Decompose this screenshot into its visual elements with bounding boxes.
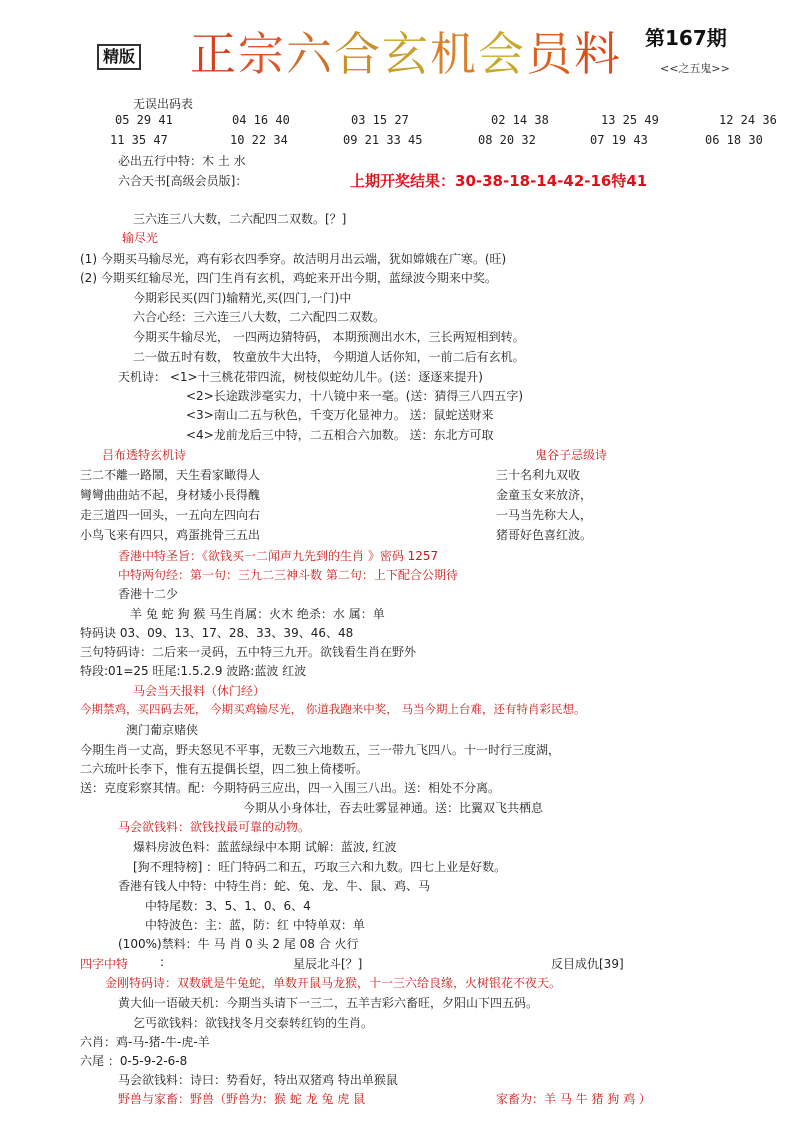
text-line: 马会欲钱料：诗曰：势看好，特出双猪鸡 特出单猴鼠	[118, 1073, 398, 1087]
text-line: 吕布透特玄机诗	[102, 448, 187, 462]
text-line: 今期彩民买(四门)输精光,买(四门,一门)中	[133, 291, 352, 305]
text-line: 六合心经：三六连三八大数，二六配四二双数。	[133, 310, 386, 324]
text-line: (100%)禁料：牛 马 肖 0 头 2 尾 08 合 火行	[118, 937, 359, 951]
issue-number: 第167期	[645, 26, 727, 50]
title-char: 机	[430, 27, 478, 81]
text-line: (1) 今期买马输尽光，鸡有彩衣四季穿。故洁明月出云端，犹如嫦娥在广寒。(旺)	[80, 252, 507, 266]
text-line: 三十名利九双收	[496, 468, 581, 482]
text-line: 香港中特圣旨：《欲钱买一二闻声九先到的生肖 》密码 1257	[118, 549, 439, 563]
title-char: 员	[526, 27, 574, 81]
title-char: 料	[574, 27, 622, 81]
text-line: 乞丐欲钱料：欲钱找冬月交泰转红钧的生肖。	[133, 1016, 374, 1030]
text-line: 送：克度彩察其情。配：今期特码三应出，四一入围三八出。送：相处不分离。	[80, 781, 501, 795]
number-cell: 10 22 34	[230, 133, 288, 147]
text-line: 二六琉叶长李下，惟有五提偶长望，四二独上倚楼听。	[80, 762, 369, 776]
text-line: 今期买牛输尽光， 一四两边猜特码， 本期预测出水木，三长两短相到转。	[133, 330, 525, 344]
number-cell: 03 15 27	[351, 113, 409, 127]
text-line: 家畜为：羊 马 牛 猪 狗 鸡 ）	[496, 1092, 651, 1106]
text-line: 六肖：鸡-马-猪-牛-虎-羊	[80, 1035, 210, 1049]
text-line: 三句特码诗：二后来一灵码，五中特三九开。欲钱看生肖在野外	[80, 645, 417, 659]
text-line: 上期开奖结果：30-38-18-14-42-16特41	[350, 172, 648, 190]
text-line: <4>龙前龙后三中特，二五相合六加数。 送：东北方可取	[186, 428, 494, 442]
title-char: 玄	[382, 27, 430, 81]
text-line: 香港十二少	[118, 587, 179, 601]
text-line: 鬼谷子忌级诗	[535, 448, 608, 462]
text-line: 中特两句经：第一句：三九二三神斗数 第二句：上下配合公期待	[118, 568, 458, 582]
title-char: 会	[478, 27, 526, 81]
text-line: <2>长途跋涉毫实力，十八镜中来一毫。(送：猜得三八四五字)	[186, 389, 524, 403]
title-char: 合	[334, 27, 382, 81]
text-line: 星辰北斗[？]	[293, 957, 363, 971]
edition-badge: 精版	[97, 44, 141, 70]
number-cell: 02 14 38	[491, 113, 549, 127]
number-cell: 05 29 41	[115, 113, 173, 127]
text-line: 马会欲钱料：欲钱找最可靠的动物。	[118, 820, 311, 834]
text-line: 四字中特	[80, 957, 129, 971]
text-line: 必出五行中特：木 土 水	[118, 154, 246, 168]
text-line: 中特尾数：3、5、1、0、6、4	[145, 899, 311, 913]
text-line: 今期生肖一丈高，野夫怒见不平事，无数三六地数五，三一带九飞四八。十一时行三度湖，	[80, 743, 561, 757]
text-line: 羊 兔 蛇 狗 猴 马生肖属：火木 绝杀：水 属：单	[130, 607, 385, 621]
title-char: 六	[286, 27, 334, 81]
text-line: 天机诗： <1>十三桃花带四流，树枝似蛇幼儿牛。(送：逐逐来提升)	[118, 370, 483, 384]
text-line: <3>南山二五与秋色，千变万化显神力。 送：鼠蛇送财来	[186, 408, 494, 422]
title-char: 正	[190, 27, 238, 81]
text-line: 特段:01=25 旺尾:1.5.2.9 波路:蓝波 红波	[80, 664, 307, 678]
text-line: :	[160, 955, 165, 969]
number-cell: 09 21 33 45	[343, 133, 423, 147]
number-cell: 11 35 47	[110, 133, 168, 147]
text-line: 爆料房波色料：蓝蓝绿绿中本期 试解：蓝波, 红波	[133, 840, 397, 854]
text-line: 输尽光	[122, 231, 159, 245]
text-line: 特码诀 03、09、13、17、28、33、39、46、48	[80, 626, 354, 640]
number-cell: 04 16 40	[232, 113, 290, 127]
numbers-table-title: 无误出码表	[133, 97, 194, 111]
title-char: 宗	[238, 27, 286, 81]
text-line: 六尾 ：0-5-9-2-6-8	[80, 1054, 188, 1068]
text-line: 金童玉女来放济，	[496, 488, 593, 502]
text-line: 三六连三八大数，二六配四二双数。[？]	[133, 212, 347, 226]
text-line: 黄大仙一语破天机：今期当头请下一三二，五羊吉彩六畜旺，夕阳山下四五码。	[118, 996, 539, 1010]
text-line: (2) 今期买红输尽光，四门生肖有玄机，鸡蛇来开出今期，蓝绿波今期来中奖。	[80, 271, 497, 285]
text-line: 猪哥好色喜红波。	[496, 528, 593, 542]
number-cell: 08 20 32	[478, 133, 536, 147]
text-line: 三二不離一路鬧，天生看家瞰得人	[80, 468, 261, 482]
text-line: 反目成仇[39]	[551, 957, 624, 971]
page-title	[190, 26, 622, 82]
text-line: 二一做五时有数， 牧童放牛大出特， 今期道人话你知，一前二后有玄机。	[133, 350, 525, 364]
number-cell: 13 25 49	[601, 113, 659, 127]
text-line: 今期禁鸡，买四码去死， 今期买鸡输尽光， 你道我跑来中奖， 马当今期上台难，还有特肖彩民想。	[80, 702, 586, 716]
text-line: 六合天书[高级会员版]：	[118, 174, 248, 188]
text-line: 马会当天报料（休门经）	[133, 684, 266, 698]
text-line: 中特波色：主：蓝，防：红 中特单双：单	[145, 918, 365, 932]
text-line: 香港有钱人中特：中特生肖：蛇、兔、龙、牛、鼠、鸡、马	[118, 879, 431, 893]
text-line: 金刚特码诗：双数就是牛兔蛇，单数开鼠马龙猴，十一三六给良缘，火树银花不夜天。	[105, 976, 562, 990]
text-line: 野兽与家畜：野兽（野兽为：猴 蛇 龙 兔 虎 鼠	[118, 1092, 366, 1106]
number-cell: 07 19 43	[590, 133, 648, 147]
text-line: 一马当先称大人，	[496, 508, 593, 522]
text-line: 澳门葡京赌侠	[126, 723, 199, 737]
text-line: 走三道四一回头，一五向左四向右	[80, 508, 261, 522]
text-line: 小鸟飞来有四只，鸡蛋挑骨三五出	[80, 528, 261, 542]
text-line: [狗不理特榜] ：旺门特码二和五，巧取三六和九数。四七上业是好数。	[133, 860, 507, 874]
number-cell: 06 18 30	[705, 133, 763, 147]
text-line: 今期从小身体壮，吞去吐雾显神通。送：比翼双飞共栖息	[243, 801, 544, 815]
text-line: 彎彎曲曲站不起，身材矮小長得醜	[80, 488, 261, 502]
number-cell: 12 24 36	[719, 113, 777, 127]
page-subtitle: <<之五鬼>>	[660, 62, 730, 75]
